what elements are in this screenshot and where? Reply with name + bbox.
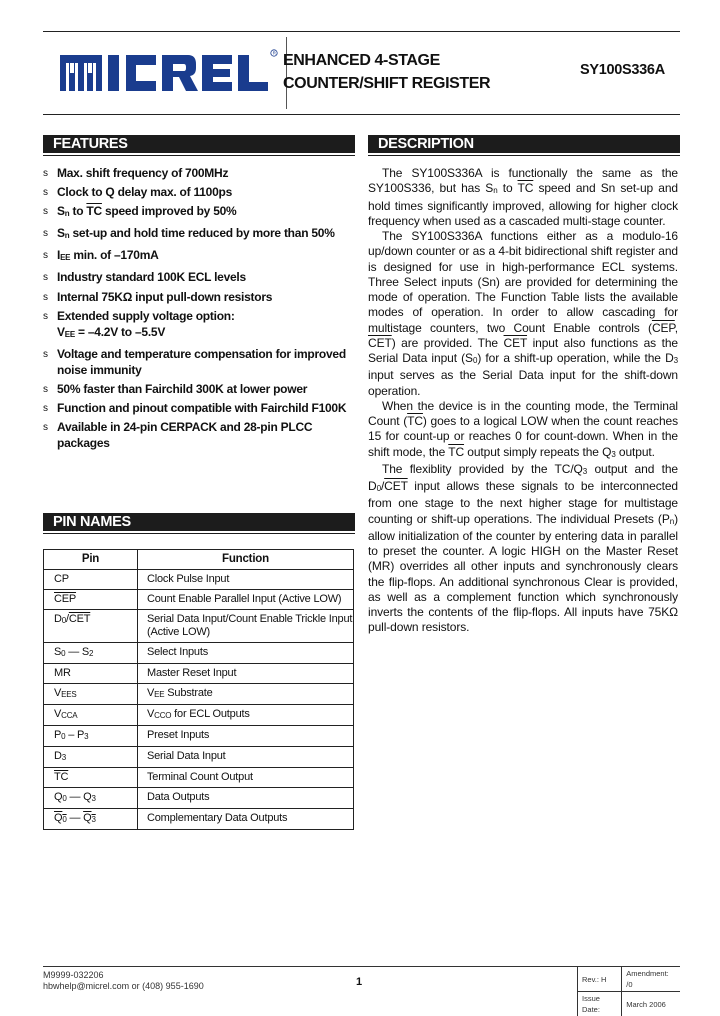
description-body bbox=[368, 166, 678, 636]
contact-line: hbwhelp@micrel.com or (408) 955-1690 bbox=[43, 981, 204, 992]
function-cell: Clock Pulse Input bbox=[138, 570, 354, 590]
table-row bbox=[44, 788, 354, 809]
description-paragraph: The SY100S336A is functionally the same as the SY100S336, but has $S_n$ to $\overline{TC}$ speed and Sn set-up and hold times significantly improved, allowing for higher clock frequency when used as a cascaded multi-stage counter. bbox=[368, 166, 678, 229]
bullet-glyph: s bbox=[43, 248, 48, 264]
feature-item: s Clock to Q delay max. of 1100ps bbox=[43, 184, 358, 200]
bullet-glyph: s bbox=[43, 270, 48, 286]
pin-names-heading: PIN NAMES bbox=[53, 514, 131, 530]
bullet-glyph: s bbox=[43, 420, 48, 436]
pin-names-table bbox=[43, 549, 354, 830]
description-bar-underline bbox=[368, 155, 680, 156]
feature-item: s Industry standard 100K ECL levels bbox=[43, 269, 358, 285]
feature-item: s Function and pinout compatible with Fairchild F100K bbox=[43, 400, 358, 416]
column-header-function: Function bbox=[138, 550, 354, 570]
svg-text:R: R bbox=[273, 51, 277, 56]
feature-item: s Extended supply voltage option: $V_{EE} = -4.2V$ to –5.5V bbox=[43, 308, 358, 343]
pin-cell: $\overline{TC}$ bbox=[44, 768, 138, 788]
table-row bbox=[44, 768, 354, 788]
function-cell: Preset Inputs bbox=[138, 726, 354, 747]
table-row bbox=[44, 705, 354, 726]
rev-label: Rev.: H bbox=[578, 967, 622, 992]
bullet-glyph: s bbox=[43, 166, 48, 182]
function-cell: Serial Data Input bbox=[138, 747, 354, 768]
pin-cell: $D_0/\overline{CET}$ bbox=[44, 610, 138, 643]
features-heading: FEATURES bbox=[53, 136, 128, 152]
header-top-rule bbox=[43, 31, 680, 32]
pin-names-heading-bar bbox=[43, 513, 355, 531]
micrel-logo bbox=[56, 37, 282, 109]
feature-item: s Voltage and temperature compensation for improved noise immunity bbox=[43, 346, 358, 378]
function-cell: Data Outputs bbox=[138, 788, 354, 809]
issue-label: Issue Date: bbox=[578, 992, 622, 1016]
pin-cell: $P_0 - P_3$ bbox=[44, 726, 138, 747]
bullet-glyph: s bbox=[43, 401, 48, 417]
description-heading-bar bbox=[368, 135, 680, 153]
table-row bbox=[44, 643, 354, 664]
pin-cell: $Q_0$ — $Q_3$ bbox=[44, 809, 138, 830]
pin-names-bar-underline bbox=[43, 533, 355, 534]
pin-cell: $V_{EES}$ bbox=[44, 684, 138, 705]
function-cell: Serial Data Input/Count Enable Trickle Input (Active LOW) bbox=[138, 610, 354, 643]
feature-item: s Available in 24-pin CERPACK and 28-pin PLCC packages bbox=[43, 419, 358, 451]
title-line-1: ENHANCED 4-STAGE bbox=[283, 49, 573, 72]
table-row bbox=[44, 684, 354, 705]
pin-cell: MR bbox=[44, 664, 138, 684]
footer-left bbox=[43, 970, 204, 992]
features-heading-bar bbox=[43, 135, 355, 153]
description-paragraph: The SY100S336A functions either as a modulo-16 up/down counter or as a 4-bit bidirectional shift register and is designed for use in high-performance ECL systems. Three Select inputs (Sn) are provided for determining the mode of operation. The Function Table lists the available modes of operation. In order to allow cascading for multistage counters, two Count Enable controls ($\overline{CEP}$, $\overline{CET}$) are provided. The $\overline{CET}$ input also functions as the Serial Data input $(S_0)$ for a shift-up operation, while the $D_3$ input serves as the Serial Data input for the shift-down operation. bbox=[368, 229, 678, 399]
issue-date: March 2006 bbox=[622, 992, 680, 1016]
features-list bbox=[43, 165, 358, 454]
function-cell: $V_{CCO}$ for ECL Outputs bbox=[138, 705, 354, 726]
bullet-glyph: s bbox=[43, 226, 48, 242]
feature-item: s 50% faster than Fairchild 300K at lower power bbox=[43, 381, 358, 397]
revision-box bbox=[577, 967, 680, 1016]
pin-cell: $S_0$ — $S_2$ bbox=[44, 643, 138, 664]
table-row bbox=[44, 726, 354, 747]
feature-item: s $I_{EE}$ min. of –170mA bbox=[43, 247, 358, 266]
document-title bbox=[283, 49, 573, 95]
features-bar-underline bbox=[43, 155, 355, 156]
function-cell: $V_{EE}$ Substrate bbox=[138, 684, 354, 705]
bullet-glyph: s bbox=[43, 185, 48, 201]
header-bottom-rule bbox=[43, 114, 680, 115]
pin-cell: CP bbox=[44, 570, 138, 590]
function-cell: Master Reset Input bbox=[138, 664, 354, 684]
part-number: SY100S336A bbox=[580, 62, 665, 78]
function-cell: Count Enable Parallel Input (Active LOW) bbox=[138, 590, 354, 610]
table-row bbox=[44, 610, 354, 643]
table-header-row bbox=[44, 550, 354, 570]
pin-cell: $Q_0$ — $Q_3$ bbox=[44, 788, 138, 809]
function-cell: Complementary Data Outputs bbox=[138, 809, 354, 830]
feature-item: s $S_n$ to $\overline{TC}$ speed improved by 50% bbox=[43, 203, 358, 222]
pin-cell: $\overline{CEP}$ bbox=[44, 590, 138, 610]
doc-number: M9999-032206 bbox=[43, 970, 204, 981]
bullet-glyph: s bbox=[43, 290, 48, 306]
table-row bbox=[44, 590, 354, 610]
feature-item: s $S_n$ set-up and hold time reduced by more than 50% bbox=[43, 225, 358, 244]
table-row bbox=[44, 570, 354, 590]
column-header-pin: Pin bbox=[44, 550, 138, 570]
feature-item: s Max. shift frequency of 700MHz bbox=[43, 165, 358, 181]
bullet-glyph: s bbox=[43, 204, 48, 220]
table-row bbox=[44, 747, 354, 768]
description-paragraph: When the device is in the counting mode, the Terminal Count $(\overline{TC})$ goes to a logical LOW when the count reaches 15 for count-up or reaches 0 for count-down. When in the shift mode, the $\overline{TC}$ output simply repeats the $Q_3$ output. bbox=[368, 399, 678, 462]
bullet-glyph: s bbox=[43, 382, 48, 398]
function-cell: Terminal Count Output bbox=[138, 768, 354, 788]
feature-item: s Internal 75KΩ input pull-down resistors bbox=[43, 289, 358, 305]
page-number: 1 bbox=[356, 976, 362, 988]
table-row bbox=[44, 664, 354, 684]
function-cell: Select Inputs bbox=[138, 643, 354, 664]
pin-cell: $V_{CCA}$ bbox=[44, 705, 138, 726]
description-heading: DESCRIPTION bbox=[378, 136, 474, 152]
description-paragraph: The flexiblity provided by the $TC/Q_3$ output and the $D_0/\overline{CET}$ input allows these signals to be interconnected from one stage to the next higher stage for multistage counting or shift-up operations. The individual Presets $(P_n)$ allow initialization of the counter by entering data in parallel to preset the counter. A logic HIGH on the Master Reset (MR) overrides all other inputs and synchronously clears the flip-flops. An additional synchronous Clear is provided, as well as a complement function which synchronously inverts the contents of the flip-flops. All inputs have 75KΩ pull-down resistors. bbox=[368, 462, 678, 636]
title-line-2: COUNTER/SHIFT REGISTER bbox=[283, 72, 573, 95]
pin-cell: $D_3$ bbox=[44, 747, 138, 768]
table-row bbox=[44, 809, 354, 830]
bullet-glyph: s bbox=[43, 347, 48, 363]
amendment-label: Amendment: /0 bbox=[622, 967, 680, 992]
bullet-glyph: s bbox=[43, 309, 48, 325]
